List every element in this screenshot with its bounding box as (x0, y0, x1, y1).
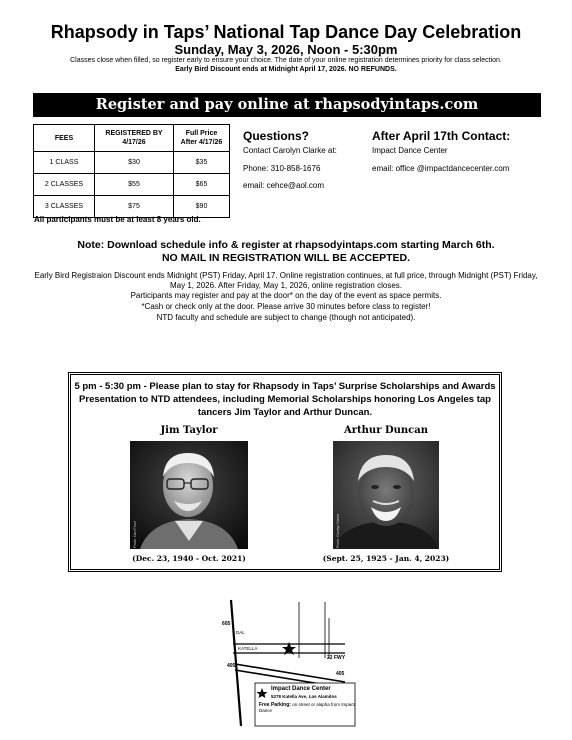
event-title: Rhapsody in Taps’ National Tap Dance Day Celebration (50, 22, 522, 42)
fees-row (34, 174, 230, 196)
after-contact-name: Impact Dance Center (372, 146, 448, 155)
parking-info (259, 702, 355, 714)
fees-cell: 1 CLASS (34, 152, 95, 174)
fees-cell: $35 (174, 152, 230, 174)
registration-details (30, 271, 542, 323)
register-online-banner[interactable]: Register and pay online at rhapsodyintaps.com (33, 93, 541, 117)
questions-phone: Phone: 310-858-1676 (243, 164, 321, 173)
photo-credit: Photo: Dan Pearl (133, 521, 137, 548)
fees-row (34, 152, 230, 174)
map-label-405b: 405 (336, 671, 345, 677)
fees-cell: $75 (95, 196, 174, 218)
person-name-arthur-duncan: Arthur Duncan (344, 425, 428, 436)
venue-address: 5278 Katella Ave, Los Alamitos (271, 694, 337, 699)
map-label-22-fwy: 22 FWY (327, 655, 346, 661)
registration-line: Early Bird Registraion Discount ends Midnight (PST) Friday, April 17. Online registration continues, at full price, through Midnight (PST) Friday, May 1, 2026. After Friday, May 1, 2026, online registration closes. (34, 271, 538, 290)
map-label-katella: KATELLA (238, 646, 258, 651)
map-label-405: 405 (227, 663, 236, 669)
scholarship-text: 5 pm - 5:30 pm - Please plan to stay for Rhapsody in Taps’ Surprise Scholarships and Awards Presentation to NTD attendees, including Memorial Scholarships honoring Los Angeles tap tancers Jim Taylor and Arthur Duncan. (74, 381, 496, 418)
parking-label: Free Parking: (259, 702, 291, 708)
fees-header: REGISTERED BY 4/17/26 (95, 125, 174, 152)
photo-credit: Photo: Carolyn Clarke (336, 513, 340, 548)
venue-name: Impact Dance Center (271, 686, 331, 692)
fees-cell: 2 CLASSES (34, 174, 95, 196)
fees-table (33, 124, 230, 218)
fees-cell: $55 (95, 174, 174, 196)
arthur-duncan-photo (333, 441, 439, 549)
registration-line: *Cash or check only at the door. Please arrive 30 minutes before class to register! (141, 302, 431, 311)
map-label-605: 605 (222, 621, 231, 627)
arthur-duncan-dates: (Sept. 25, 1925 - Jan. 4, 2023) (322, 554, 450, 563)
fees-header: Full Price After 4/17/26 (174, 125, 230, 152)
questions-email[interactable]: email: cehce@aol.com (243, 181, 325, 190)
person-name-jim-taylor: Jim Taylor (160, 425, 218, 436)
jim-taylor-photo (130, 441, 248, 549)
fees-cell: $65 (174, 174, 230, 196)
jim-taylor-portrait (130, 441, 248, 549)
registration-line: NTD faculty and schedule are subject to change (though not anticipated). (156, 313, 416, 322)
fees-header: FEES (34, 125, 95, 152)
questions-heading: Questions? (243, 129, 310, 143)
early-bird-note: Early Bird Discount ends at Midnight April 17, 2026. NO REFUNDS. (175, 66, 397, 73)
jim-taylor-dates: (Dec. 23, 1940 - Oct. 2021) (132, 554, 246, 563)
questions-contact: Contact Carolyn Clarke at: (243, 146, 337, 155)
after-contact-heading: After April 17th Contact: (372, 129, 511, 143)
no-mail-notice: NO MAIL IN REGISTRATION WILL BE ACCEPTED. (161, 252, 411, 264)
map-label-dal: DAL (236, 630, 245, 635)
after-contact-email[interactable]: email: office @impactdancecenter.com (372, 164, 510, 173)
fees-cell: 3 CLASSES (34, 196, 95, 218)
registration-line: Participants may register and pay at the door* on the day of the event as space permits. (130, 291, 442, 300)
arthur-duncan-portrait (333, 441, 439, 549)
registration-priority-note: Classes close when filled, so register early to ensure your choice. The date of your online registration determines priority for class selection. (70, 57, 502, 64)
parking-text: on street or alapha from Impact Dance (259, 702, 355, 713)
download-notice: Note: Download schedule info & register at rhapsodyintaps.com starting March 6th. (77, 239, 495, 251)
fees-cell: $90 (174, 196, 230, 218)
age-requirement: All participants must be at least 8 years old. (34, 215, 201, 224)
event-date: Sunday, May 3, 2026, Noon - 5:30pm (174, 42, 398, 57)
fees-header-row (34, 125, 230, 152)
fees-cell: $30 (95, 152, 174, 174)
